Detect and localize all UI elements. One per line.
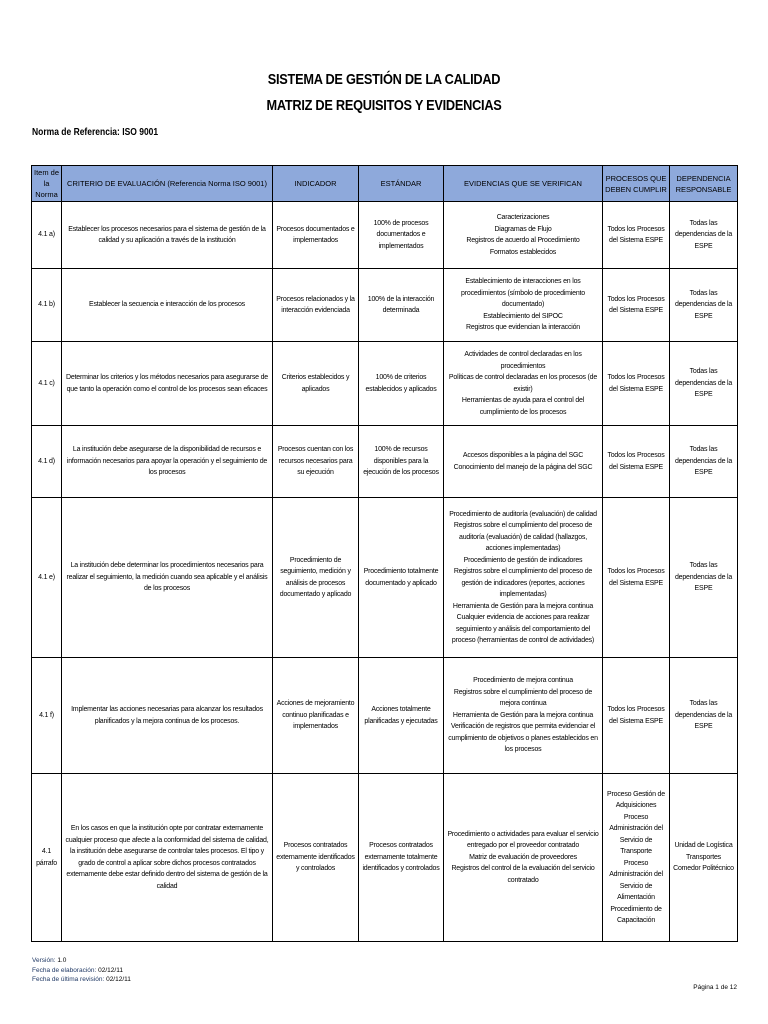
cell-evidencias: Procedimiento de mejora continua Registros sobre el cumplimiento del proceso de mejora continua Herramienta de Gestión para la mejora continua Verificación de registros que permita evidenciar el cumplimiento de objetivos o planes establecidos en los procesos — [444, 658, 603, 774]
cell-dependencia: Todas las dependencias de la ESPE — [670, 202, 738, 269]
cell-dependencia: Unidad de Logística Transportes Comedor Politécnico — [670, 774, 738, 942]
cell-item: 4.1 párrafo — [32, 774, 62, 942]
document-footer — [32, 956, 131, 985]
cell-procesos: Todos los Procesos del Sistema ESPE — [603, 426, 670, 498]
header-row — [32, 166, 738, 202]
table-row — [32, 774, 738, 942]
cell-criterio: En los casos en que la institución opte por contratar externamente cualquier proceso que afecte a la conformidad del sistema de calidad, la institución debe asegurarse de controlar tales procesos. El tipo y grado de control a aplicar sobre dichos procesos contratados externamente debe estar definido dentro del sistema de gestión de la calidad — [62, 774, 273, 942]
elaboration-date-value: 02/12/11 — [98, 966, 123, 974]
page-number: Página 1 de 12 — [693, 984, 737, 991]
document-subtitle: MATRIZ DE REQUISITOS Y EVIDENCIAS — [266, 97, 502, 114]
cell-procesos: Todos los Procesos del Sistema ESPE — [603, 658, 670, 774]
col-header-estandar: ESTÁNDAR — [359, 166, 444, 202]
table-row — [32, 498, 738, 658]
cell-estandar: 100% de la interacción determinada — [359, 269, 444, 342]
cell-criterio: La institución debe determinar los procedimientos necesarios para realizar el seguimiento, la medición cuando sea aplicable y el análisis de los procesos — [62, 498, 273, 658]
cell-indicador: Acciones de mejoramiento continuo planificadas e implementados — [273, 658, 359, 774]
cell-estandar: 100% de procesos documentados e implementados — [359, 202, 444, 269]
cell-item: 4.1 e) — [32, 498, 62, 658]
elaboration-date-label: Fecha de elaboración: — [32, 966, 97, 974]
cell-dependencia: Todas las dependencias de la ESPE — [670, 342, 738, 426]
table-row — [32, 658, 738, 774]
cell-procesos: Proceso Gestión de Adquisiciones Proceso Administración del Servicio de Transporte Proceso Administración del Servicio de Alimentación Procedimiento de Capacitación — [603, 774, 670, 942]
col-header-item: Item de la Norma — [32, 166, 62, 202]
cell-dependencia: Todas las dependencias de la ESPE — [670, 269, 738, 342]
cell-evidencias: Establecimiento de interacciones en los procedimientos (símbolo de procedimiento documentado) Establecimiento del SIPOC Registros que evidencian la interacción — [444, 269, 603, 342]
cell-item: 4.1 b) — [32, 269, 62, 342]
col-header-procesos: PROCESOS QUE DEBEN CUMPLIR — [603, 166, 670, 202]
cell-criterio: La institución debe asegurarse de la disponibilidad de recursos e información necesarios para apoyar la operación y el seguimiento de los procesos — [62, 426, 273, 498]
col-header-criterio: CRITERIO DE EVALUACIÓN (Referencia Norma ISO 9001) — [62, 166, 273, 202]
cell-procesos: Todos los Procesos del Sistema ESPE — [603, 202, 670, 269]
cell-item: 4.1 d) — [32, 426, 62, 498]
col-header-evidencias: EVIDENCIAS QUE SE VERIFICAN — [444, 166, 603, 202]
table-row — [32, 426, 738, 498]
cell-procesos: Todos los Procesos del Sistema ESPE — [603, 269, 670, 342]
cell-indicador: Procesos relacionados y la interacción evidenciada — [273, 269, 359, 342]
col-header-indicador: INDICADOR — [273, 166, 359, 202]
cell-criterio: Implementar las acciones necesarias para alcanzar los resultados planificados y la mejora continua de los procesos. — [62, 658, 273, 774]
cell-indicador: Procedimiento de seguimiento, medición y análisis de procesos documentado y aplicado — [273, 498, 359, 658]
cell-procesos: Todos los Procesos del Sistema ESPE — [603, 498, 670, 658]
cell-estandar: Acciones totalmente planificadas y ejecutadas — [359, 658, 444, 774]
revision-date-line — [32, 975, 131, 985]
cell-evidencias: Caracterizaciones Diagramas de Flujo Registros de acuerdo al Procedimiento Formatos establecidos — [444, 202, 603, 269]
document-title: SISTEMA DE GESTIÓN DE LA CALIDAD — [267, 71, 501, 88]
cell-estandar: Procedimiento totalmente documentado y aplicado — [359, 498, 444, 658]
cell-criterio: Establecer la secuencia e interacción de los procesos — [62, 269, 273, 342]
reference-standard: Norma de Referencia: ISO 9001 — [32, 127, 159, 138]
cell-estandar: 100% de criterios establecidos y aplicados — [359, 342, 444, 426]
table-row — [32, 342, 738, 426]
cell-indicador: Procesos documentados e implementados — [273, 202, 359, 269]
cell-estandar: 100% de recursos disponibles para la ejecución de los procesos — [359, 426, 444, 498]
table-row — [32, 202, 738, 269]
elaboration-date-line — [32, 966, 131, 976]
version-line — [32, 956, 131, 966]
table-row — [32, 269, 738, 342]
cell-dependencia: Todas las dependencias de la ESPE — [670, 658, 738, 774]
revision-date-label: Fecha de última revisión: — [32, 976, 105, 983]
document-header — [0, 70, 768, 116]
cell-evidencias: Procedimiento o actividades para evaluar el servicio entregado por el proveedor contratado Matriz de evaluación de proveedores Registros del control de la evaluación del servicio contratado — [444, 774, 603, 942]
cell-indicador: Procesos contratados externamente identificados y controlados — [273, 774, 359, 942]
revision-date-value: 02/12/11 — [106, 976, 131, 983]
version-value: 1.0 — [57, 957, 67, 964]
cell-criterio: Determinar los criterios y los métodos necesarios para asegurarse de que tanto la operación como el control de los procesos sean eficaces — [62, 342, 273, 426]
col-header-dependencia: DEPENDENCIA RESPONSABLE — [670, 166, 738, 202]
cell-item: 4.1 a) — [32, 202, 62, 269]
cell-item: 4.1 c) — [32, 342, 62, 426]
requirements-matrix — [31, 165, 738, 942]
cell-criterio: Establecer los procesos necesarios para el sistema de gestión de la calidad y su aplicación a través de la institución — [62, 202, 273, 269]
cell-procesos: Todos los Procesos del Sistema ESPE — [603, 342, 670, 426]
cell-indicador: Criterios establecidos y aplicados — [273, 342, 359, 426]
cell-dependencia: Todas las dependencias de la ESPE — [670, 426, 738, 498]
cell-evidencias: Procedimiento de auditoría (evaluación) de calidad Registros sobre el cumplimiento del proceso de auditoría (evaluación) de calidad (hallazgos, acciones implementadas) Procedimiento de gestión de indicadores Registros sobre el cumplimiento del proceso de gestión de indicadores (reportes, acciones implementadas) Herramienta de Gestión para la mejora continua Cualquier evidencia de acciones para realizar seguimiento y análisis del comportamiento del proceso (herramientas de control de actividades) — [444, 498, 603, 658]
cell-evidencias: Accesos disponibles a la página del SGC Conocimiento del manejo de la página del SGC — [444, 426, 603, 498]
cell-item: 4.1 f) — [32, 658, 62, 774]
cell-estandar: Procesos contratados externamente totalmente identificados y controlados — [359, 774, 444, 942]
cell-evidencias: Actividades de control declaradas en los procedimientos Políticas de control declaradas en los procesos (de existir) Herramientas de ayuda para el control del cumplimiento de los procesos — [444, 342, 603, 426]
cell-indicador: Procesos cuentan con los recursos necesarios para su ejecución — [273, 426, 359, 498]
cell-dependencia: Todas las dependencias de la ESPE — [670, 498, 738, 658]
version-label: Versión: — [32, 957, 56, 964]
